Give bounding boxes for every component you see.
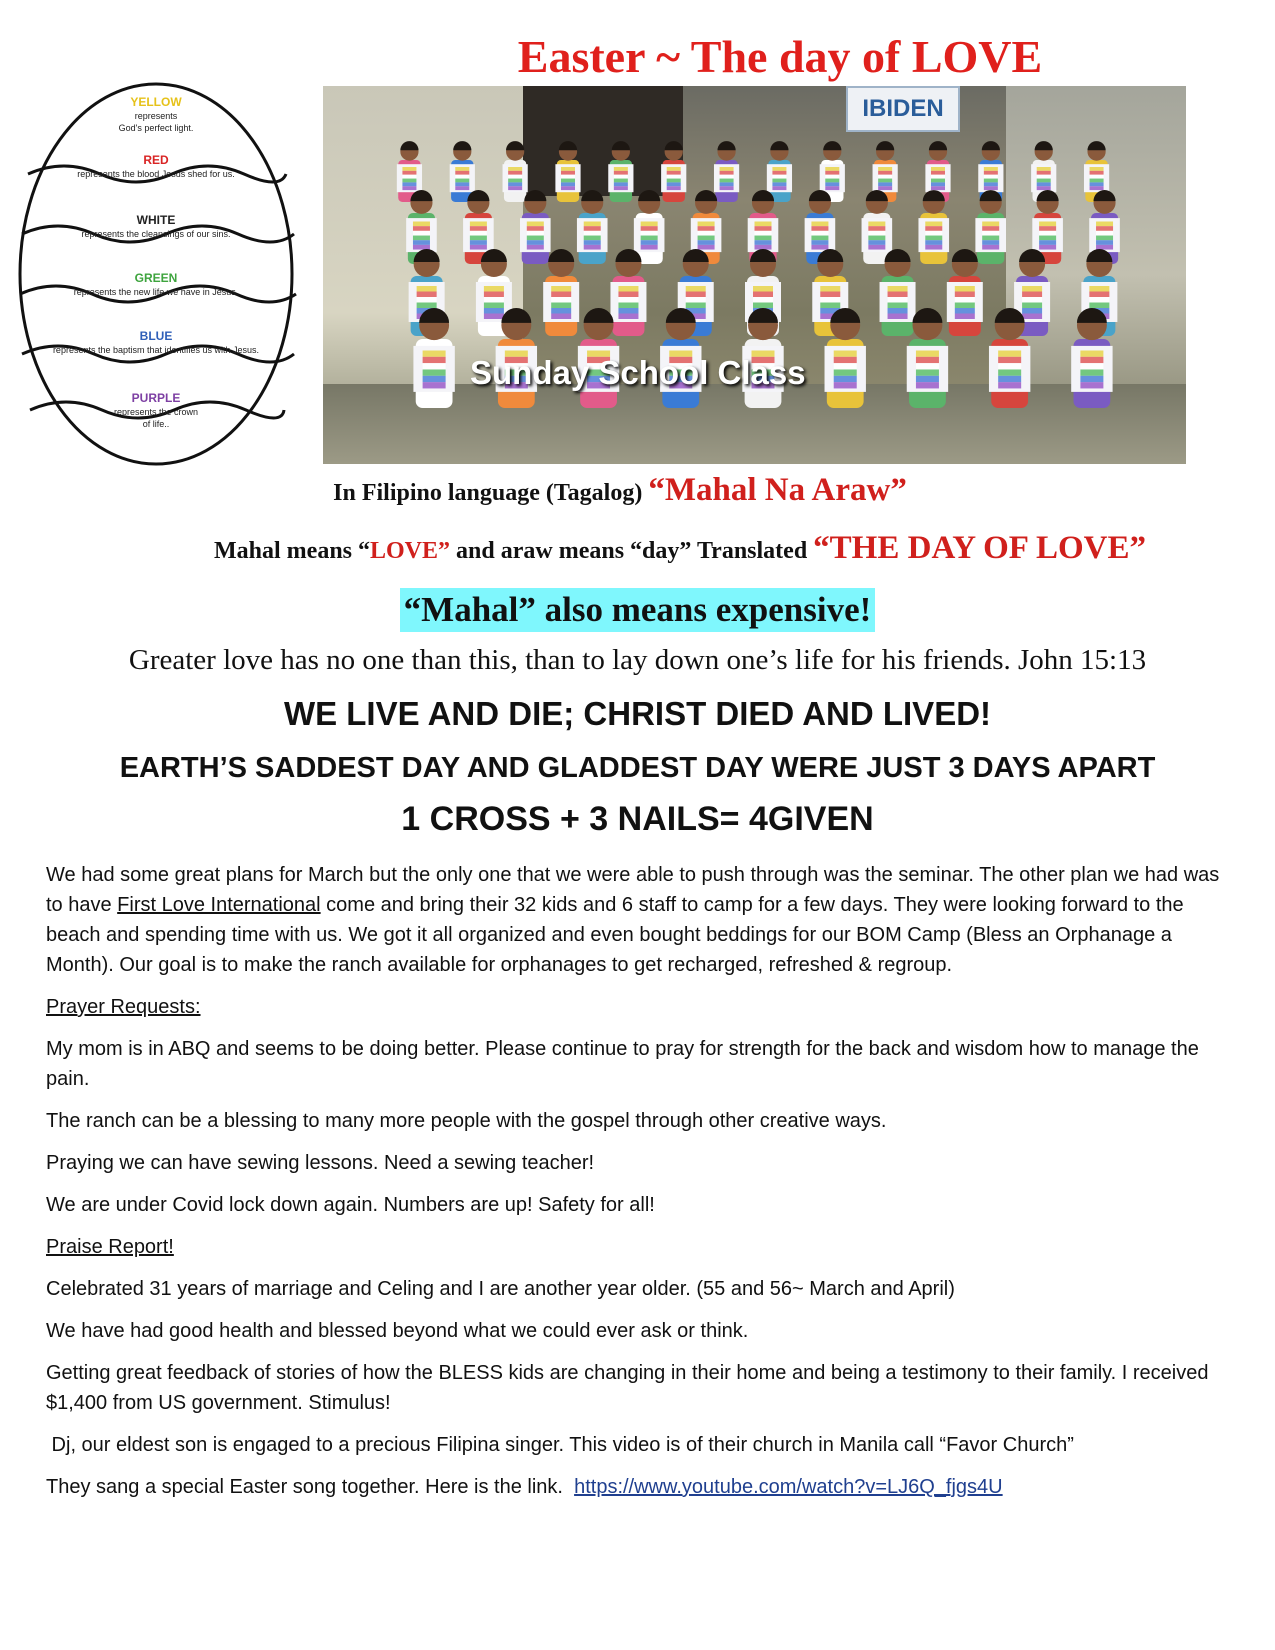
egg-band-color-label: BLUE <box>139 329 173 343</box>
praise-item: Celebrated 31 years of marriage and Celing and I are another year older. (55 and 56~ March and April) <box>46 1278 955 1300</box>
child-figure <box>975 190 1006 264</box>
video-link-text: They sang a special Easter song together. Here is the link. <box>46 1476 575 1498</box>
page-title: Easter ~ The day of LOVE <box>517 31 1043 82</box>
praise-item: We have had good health and blessed beyond what we could ever ask or think. <box>46 1320 749 1342</box>
highlight-text: “Mahal” also means expensive! <box>400 588 876 632</box>
child-figure <box>555 141 580 202</box>
child-figure <box>825 308 866 408</box>
youtube-link[interactable]: https://www.youtube.com/watch?v=LJ6Q_fjgs4U <box>574 1476 1003 1498</box>
intro-text-b: come and bring their 32 kids and 6 staff to camp for a few days. They were looking forward to the beach and spending time with us. We got it all organized and even bought beddings for our BOM Camp (Bless an Orphanage a Month). Our goal is to make the ranch available for orphanages to get recharged, refreshed & regroup. <box>46 894 1184 976</box>
first-love-link[interactable]: First Love International <box>117 894 321 916</box>
child-figure <box>947 249 983 336</box>
egg-band-description: God's perfect light. <box>118 123 194 133</box>
headline-1: WE LIVE AND DIE; CHRIST DIED AND LIVED! <box>283 695 992 732</box>
egg-band-color-label: GREEN <box>134 271 178 285</box>
building-sign: IBIDEN <box>846 86 960 132</box>
sunday-school-photo <box>323 86 1186 464</box>
meaning-line <box>120 530 1240 567</box>
intro-text-a: We had some great plans for March but the only one that we were able to push through was the seminar. The other plan we had was to have <box>46 864 1220 916</box>
prayer-item: Praying we can have sewing lessons. Need a sewing teacher! <box>46 1152 595 1174</box>
tagalog-phrase: “Mahal Na Araw” <box>648 472 907 508</box>
child-figure <box>634 190 665 264</box>
headline-2: EARTH’S SADDEST DAY AND GLADDEST DAY WERE JUST 3 DAYS APART <box>119 752 1156 784</box>
child-figure <box>543 249 579 336</box>
children-group <box>323 86 1186 464</box>
egg-band-color-label: PURPLE <box>131 391 181 405</box>
child-figure <box>918 190 949 264</box>
prayer-item: The ranch can be a blessing to many more people with the gospel through other creative ways. <box>46 1110 887 1132</box>
meaning-part2: and araw means “day” Translated <box>450 538 814 564</box>
intro-paragraph <box>46 860 1236 980</box>
child-figure <box>767 141 792 202</box>
meaning-part1: Mahal means “ <box>214 538 370 564</box>
praise-item: Dj, our eldest son is engaged to a precious Filipina singer. This video is of their church in Manila call “Favor Church” <box>46 1434 1074 1456</box>
child-figure <box>610 249 646 336</box>
praise-heading: Praise Report! <box>46 1236 174 1258</box>
child-figure <box>1071 308 1112 408</box>
child-figure <box>907 308 948 408</box>
child-figure <box>661 141 686 202</box>
child-figure <box>413 308 454 408</box>
egg-band-description: represents <box>134 111 178 121</box>
bible-verse: Greater love has no one than this, than to lay down one’s life for his friends. John 15:13 <box>128 644 1147 676</box>
child-figure <box>880 249 916 336</box>
tagalog-prefix: In Filipino language (Tagalog) <box>333 480 643 506</box>
easter-egg-diagram <box>14 78 298 470</box>
photo-caption: Sunday School Class <box>470 354 806 391</box>
egg-band-description: represents the new life we have in Jesus. <box>73 287 239 297</box>
egg-band-description: represents the baptism that identifies us with Jesus. <box>52 345 260 355</box>
video-link-line <box>46 1472 1236 1502</box>
egg-band-description: represents the blood Jesus shed for us. <box>77 169 235 179</box>
meaning-translated: “THE DAY OF LOVE” <box>813 530 1146 566</box>
prayer-item: My mom is in ABQ and seems to be doing better. Please continue to pray for strength for the back and wisdom how to manage the pain. <box>46 1038 1199 1090</box>
egg-band-description: of life.. <box>142 419 170 429</box>
newsletter-body <box>46 860 1236 1514</box>
prayer-item: We are under Covid lock down again. Numbers are up! Safety for all! <box>46 1194 655 1216</box>
child-figure <box>520 190 551 264</box>
tagalog-line <box>170 472 1070 509</box>
child-figure <box>862 190 893 264</box>
child-figure <box>714 141 739 202</box>
child-figure <box>989 308 1030 408</box>
egg-band-color-label: YELLOW <box>130 95 182 109</box>
egg-band-description: represents the cleansings of our sins. <box>81 229 231 239</box>
egg-band-color-label: WHITE <box>136 213 176 227</box>
praise-item: Getting great feedback of stories of how the BLESS kids are changing in their home and being a testimony to their family. I received $1,400 from US government. Stimulus! <box>46 1362 1209 1414</box>
headline-3: 1 CROSS + 3 NAILS= 4GIVEN <box>401 800 874 838</box>
egg-band-color-label: RED <box>143 153 169 167</box>
child-figure <box>577 190 608 264</box>
meaning-love: LOVE” <box>370 538 451 564</box>
child-figure <box>608 141 633 202</box>
child-figure <box>503 141 528 202</box>
highlight-line <box>0 588 1275 632</box>
prayer-heading: Prayer Requests: <box>46 996 201 1018</box>
egg-band-description: represents the crown <box>113 407 199 417</box>
